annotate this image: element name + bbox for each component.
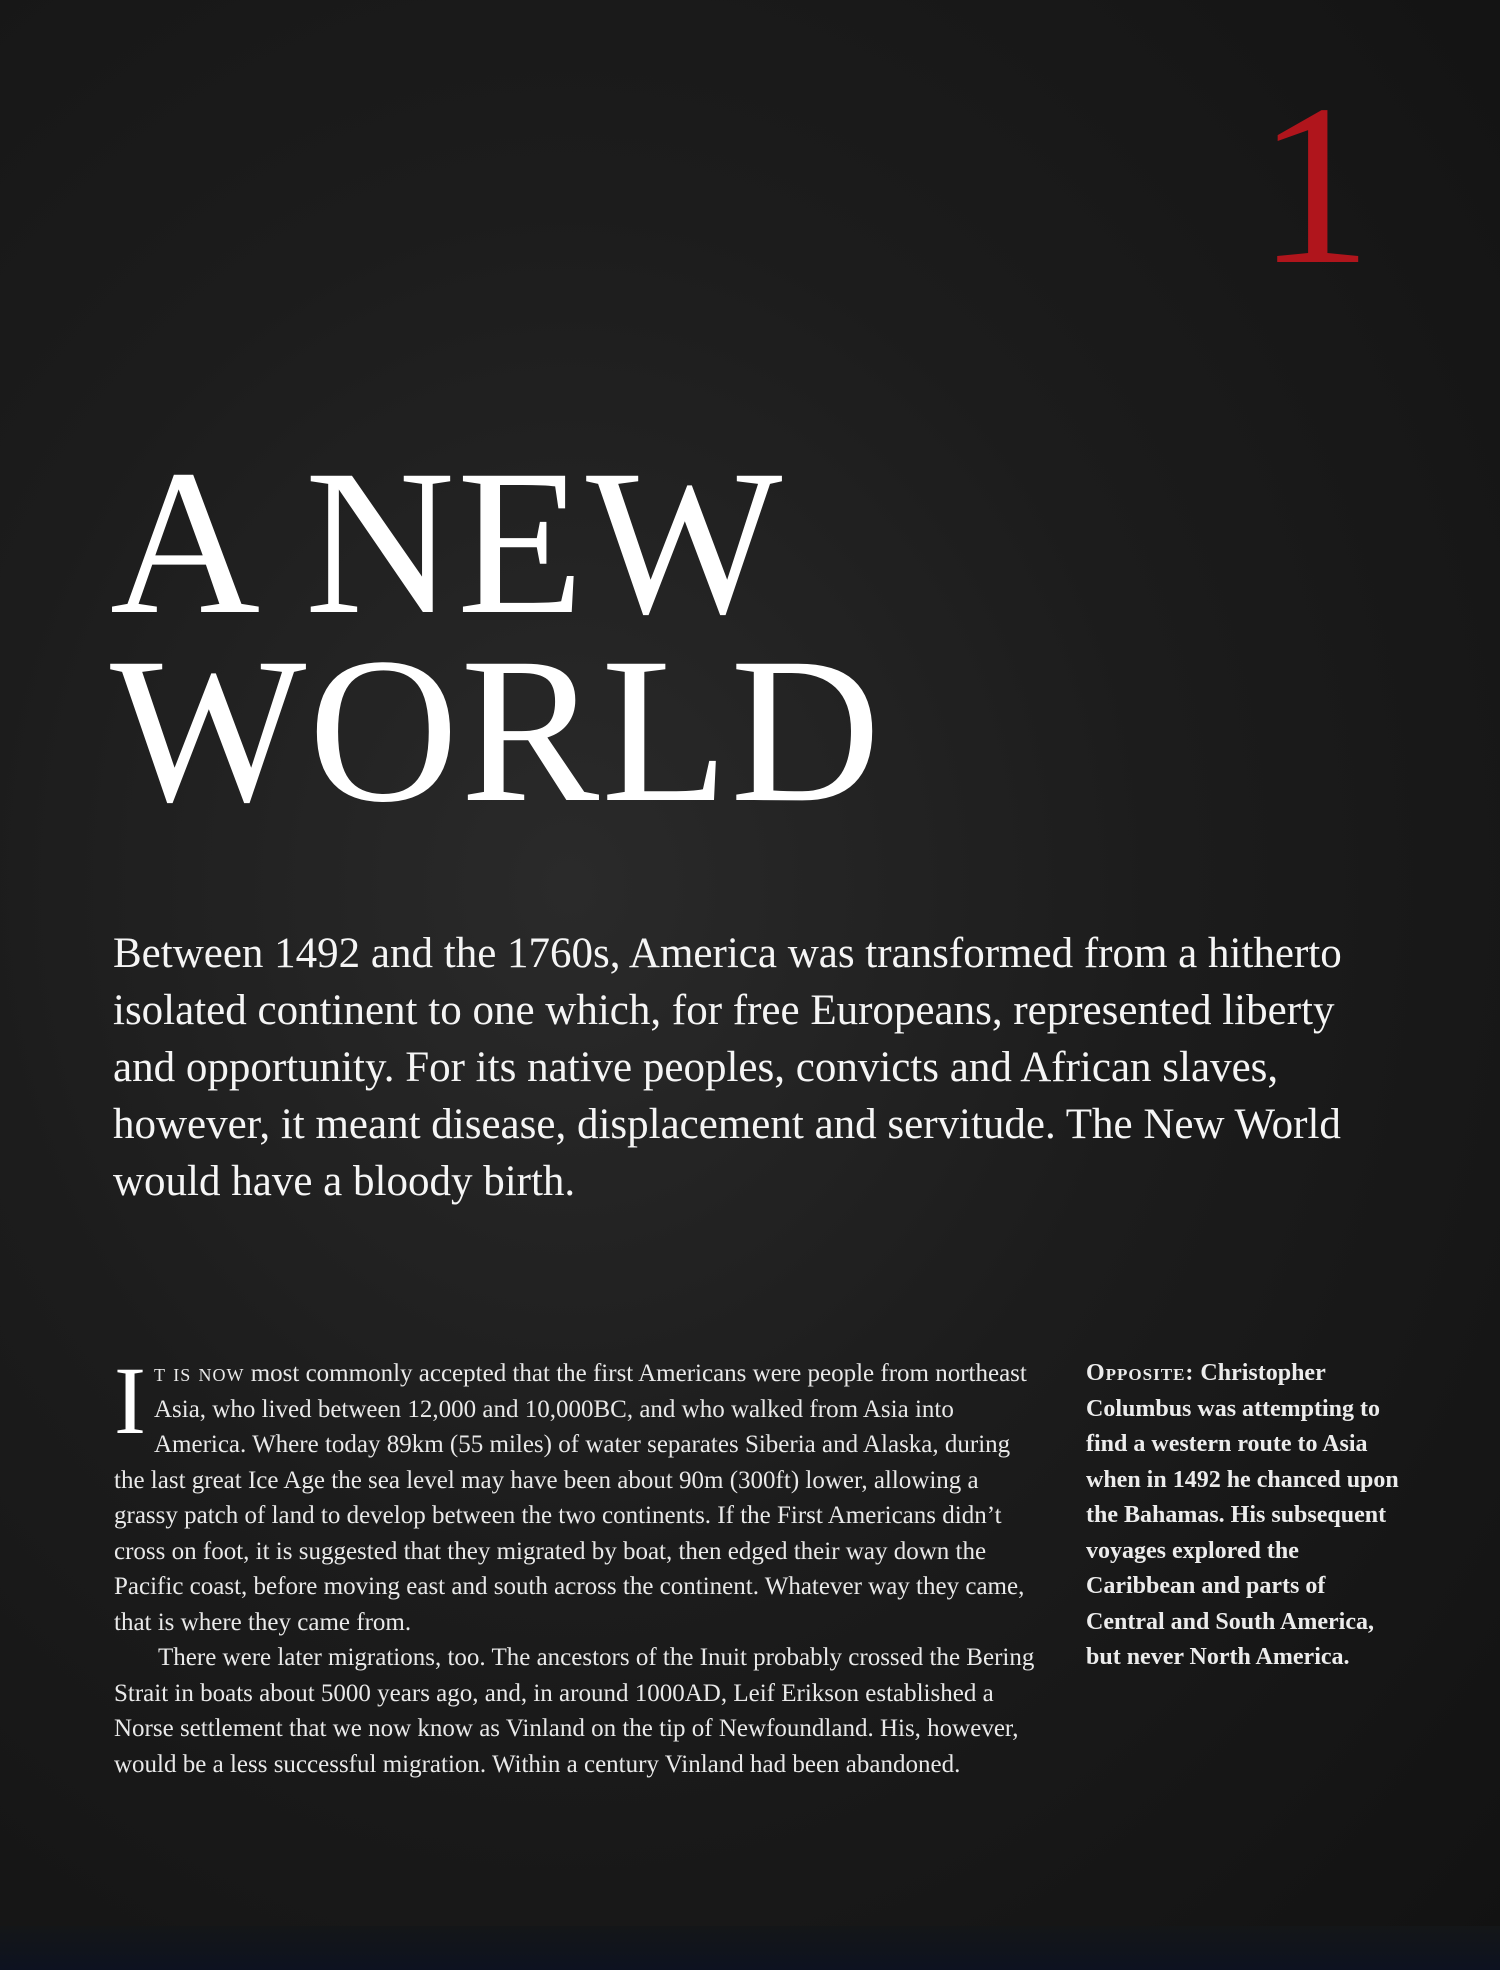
drop-cap: I	[114, 1347, 146, 1454]
body-paragraph-1-text: most commonly accepted that the first Americans were people from northeast Asia, who lived between 12,000 and 10,000BC, and who walked from Asia into America. Where today 89km (55 miles) of water separates Siberia and Alaska, during the last great Ice Age the sea level may have been about 90m (300ft) lower, allowing a grassy patch of land to develop between the two continents. If the First Americans didn’t cross on foot, it is suggested that they migrated by boat, then edged their way down the Pacific coast, before moving east and south across the continent. Whatever way they came, that is where they came from.	[114, 1360, 1027, 1636]
bottom-band	[0, 1926, 1500, 1970]
body-paragraph-1	[114, 1347, 1044, 1640]
chapter-title-line-1: A NEW	[110, 427, 785, 657]
chapter-title	[110, 427, 883, 845]
caption-label: Opposite:	[1086, 1360, 1195, 1386]
body-text	[114, 1347, 1044, 1782]
lead-in: t is now	[153, 1360, 245, 1387]
image-caption	[1086, 1356, 1406, 1676]
intro-paragraph: Between 1492 and the 1760s, America was transformed from a hitherto isolated continent to one which, for free Europeans, represented liberty and opportunity. For its native peoples, convicts and African slaves, however, it meant disease, displacement and servitude. The New World would have a bloody birth.	[113, 930, 1342, 1205]
chapter-title-line-2: WORLD	[110, 615, 883, 845]
body-paragraph-2: There were later migrations, too. The ancestors of the Inuit probably crossed the Bering Strait in boats about 5000 years ago, and, in around 1000AD, Leif Erikson established a Norse settlement that we now know as Vinland on the tip of Newfoundland. His, however, would be a less successful migration. Within a century Vinland had been abandoned.	[114, 1644, 1035, 1778]
chapter-number: 1	[1257, 57, 1372, 312]
caption-text: Christopher Columbus was attempting to find a western route to Asia when in 1492 he chanced upon the Bahamas. His subsequent voyages explored the Caribbean and parts of Central and South America, but never North America.	[1086, 1360, 1399, 1670]
